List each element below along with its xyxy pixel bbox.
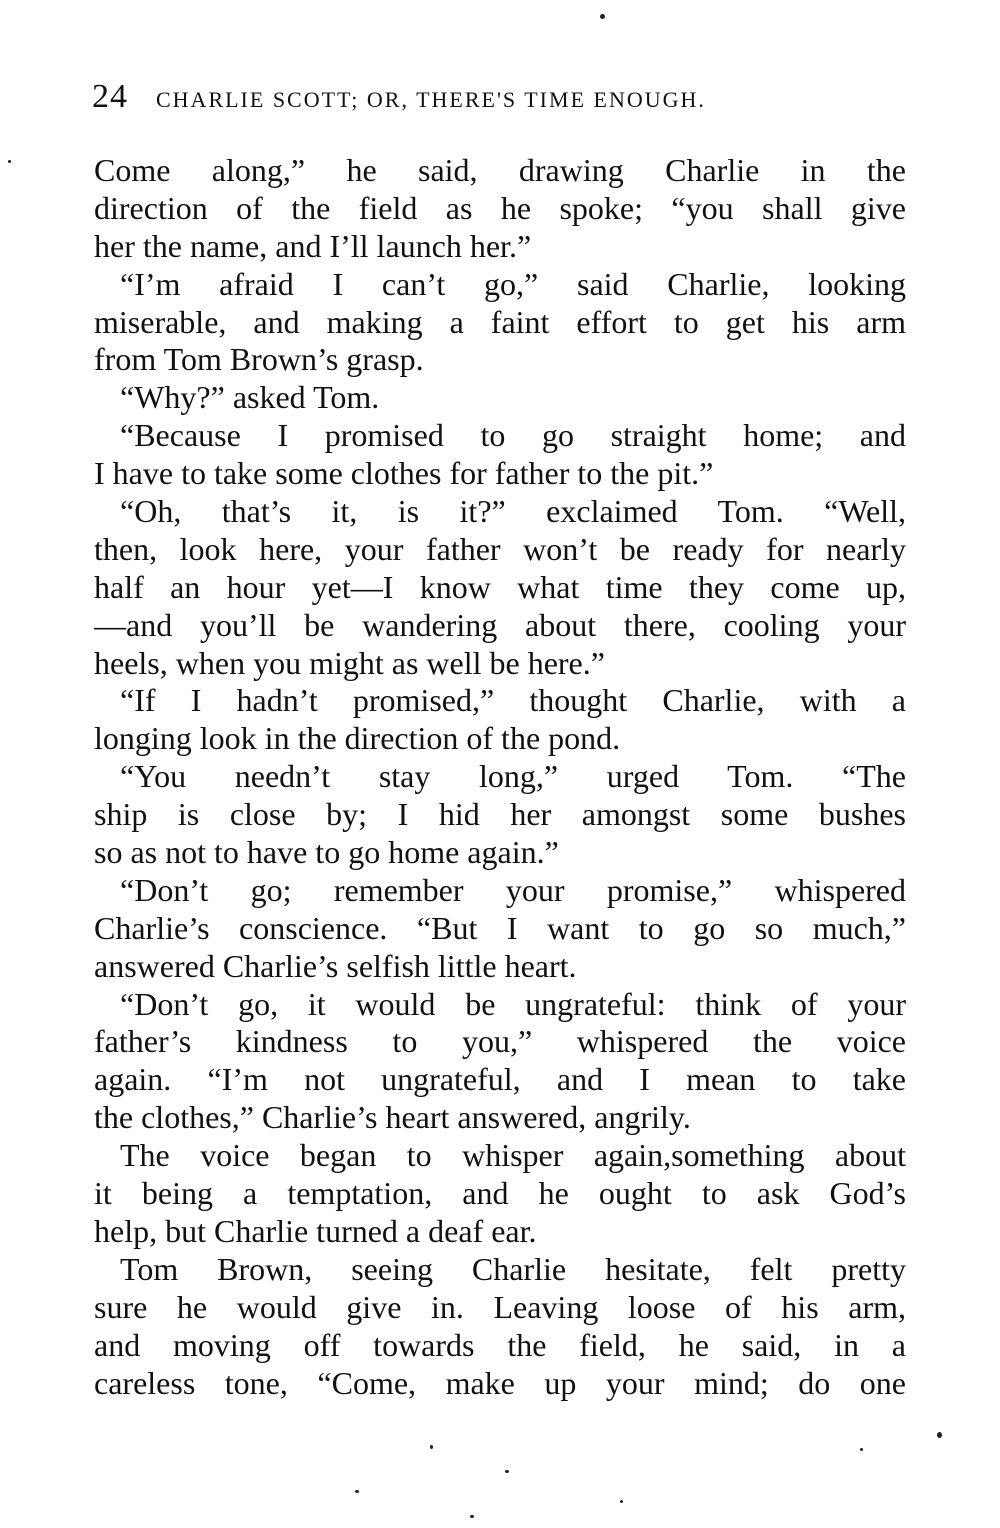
text-line: heels, when you might as well be here.” — [94, 644, 605, 681]
running-head: CHARLIE SCOTT; OR, THERE'S TIME ENOUGH. — [156, 87, 706, 112]
text-line: ship is close by; I hid her amongst some bushes — [94, 796, 906, 833]
body-text — [94, 152, 906, 1402]
text-line: “Don’t go; remember your promise,” whispered — [120, 871, 906, 908]
text-line: careless tone, “Come, make up your mind; do one — [94, 1364, 906, 1401]
text-line: “You needn’t stay long,” urged Tom. “The — [120, 758, 906, 795]
text-line: it being a temptation, and he ought to ask God’s — [94, 1175, 906, 1212]
print-speck — [860, 1448, 863, 1451]
text-line: again. “I’m not ungrateful, and I mean to take — [94, 1061, 906, 1098]
text-line: “Oh, that’s it, is it?” exclaimed Tom. “Well, — [120, 493, 906, 530]
text-line: “Don’t go, it would be ungrateful: think of your — [120, 985, 906, 1022]
text-line: —and you’ll be wandering about there, cooling your — [94, 606, 906, 643]
page-header — [92, 78, 912, 118]
text-line: The voice began to whisper again,something about — [120, 1137, 906, 1174]
print-speck — [355, 1490, 359, 1493]
print-speck — [505, 1470, 509, 1473]
text-line: “I’m afraid I can’t go,” said Charlie, looking — [120, 265, 906, 302]
text-line: longing look in the direction of the pond. — [94, 720, 621, 757]
text-line: miserable, and making a faint effort to get his arm — [94, 303, 906, 340]
print-speck — [600, 14, 605, 19]
text-line: so as not to have to go home again.” — [94, 834, 559, 871]
text-line: “Because I promised to go straight home; and — [120, 417, 906, 454]
text-line: direction of the field as he spoke; “you shall give — [94, 189, 906, 226]
text-line: then, look here, your father won’t be ready for nearly — [94, 530, 906, 567]
text-line: “If I hadn’t promised,” thought Charlie, with a — [120, 682, 906, 719]
text-line: Come along,” he said, drawing Charlie in the — [94, 152, 906, 188]
text-line: “Why?” asked Tom. — [120, 379, 380, 416]
print-speck — [937, 1432, 942, 1438]
print-speck — [8, 160, 11, 163]
print-speck — [430, 1445, 433, 1449]
text-line: the clothes,” Charlie’s heart answered, angrily. — [94, 1099, 691, 1136]
text-line: answered Charlie’s selfish little heart. — [94, 947, 577, 984]
print-speck — [620, 1500, 623, 1503]
print-speck — [470, 1515, 474, 1518]
page-number: 24 — [92, 78, 128, 115]
text-line: and moving off towards the field, he said, in a — [94, 1326, 906, 1363]
text-line: sure he would give in. Leaving loose of his arm, — [94, 1288, 906, 1325]
text-line: half an hour yet—I know what time they come up, — [94, 568, 906, 605]
text-line: Charlie’s conscience. “But I want to go so much,” — [94, 909, 906, 946]
text-line: Tom Brown, seeing Charlie hesitate, felt pretty — [120, 1250, 906, 1287]
text-line: from Tom Brown’s grasp. — [94, 341, 424, 378]
text-line: help, but Charlie turned a deaf ear. — [94, 1212, 537, 1249]
text-line: I have to take some clothes for father to the pit.” — [94, 455, 714, 492]
text-line: father’s kindness to you,” whispered the voice — [94, 1023, 906, 1060]
text-line: her the name, and I’ll launch her.” — [94, 227, 532, 264]
